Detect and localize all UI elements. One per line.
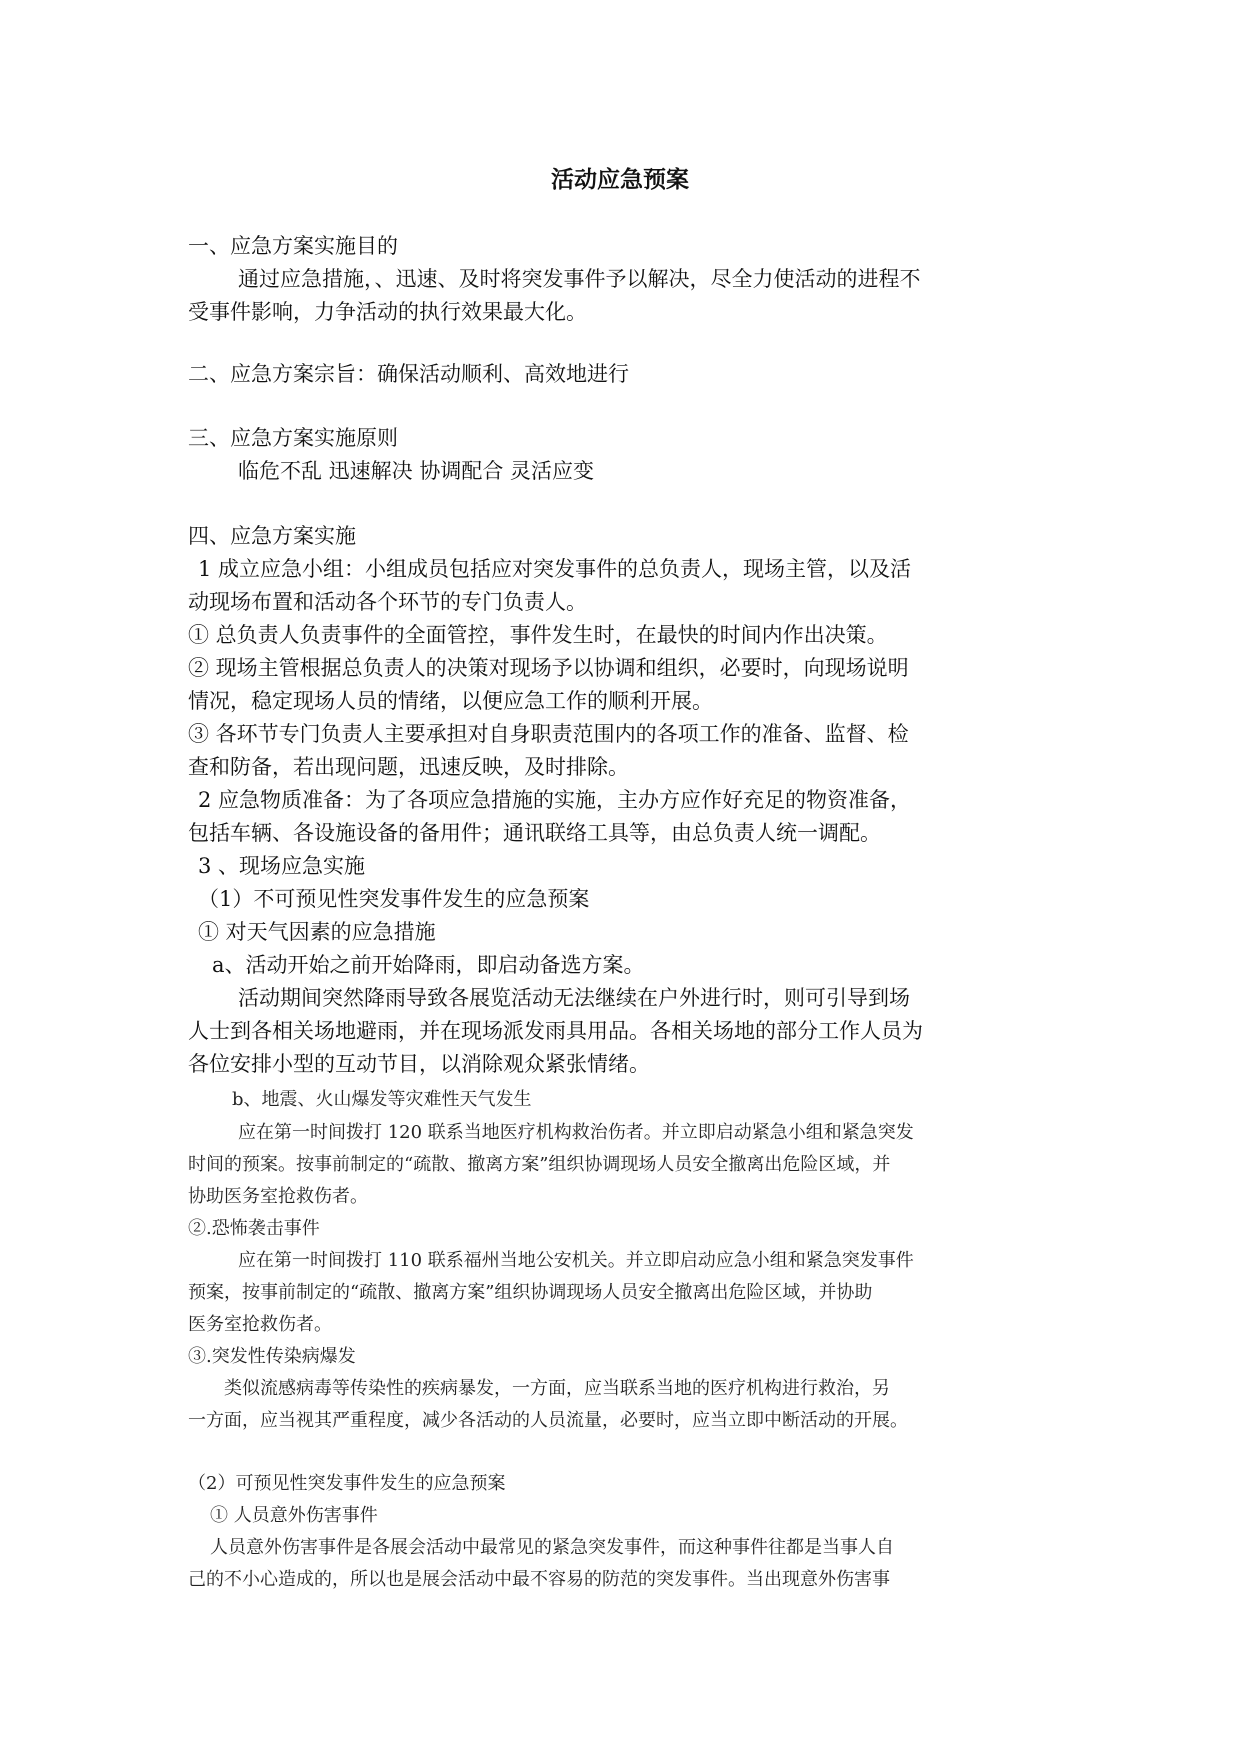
- paragraph-line: ① 总负责人负责事件的全面管控，事件发生时，在最快的时间内作出决策。: [188, 623, 888, 647]
- section-heading-principle: 二、应急方案宗旨：确保活动顺利、高效地进行: [188, 362, 629, 386]
- paragraph-line: 各位安排小型的互动节目，以消除观众紧张情绪。: [188, 1052, 650, 1076]
- paragraph-line: 应在第一时间拨打 120 联系当地医疗机构救治伤者。并立即启动紧急小组和紧急突发: [238, 1122, 914, 1143]
- paragraph-line: ③ 各环节专门负责人主要承担对自身职责范围内的各项工作的准备、监督、检: [188, 722, 909, 746]
- paragraph-line: 情况，稳定现场人员的情绪，以便应急工作的顺利开展。: [188, 689, 713, 713]
- paragraph-line: 己的不小心造成的，所以也是展会活动中最不容易的防范的突发事件。当出现意外伤害事: [188, 1569, 890, 1590]
- paragraph-line: ① 人员意外伤害事件: [210, 1505, 378, 1526]
- paragraph-line: 协助医务室抢救伤者。: [188, 1186, 368, 1207]
- paragraph-line: ③.突发性传染病爆发: [188, 1346, 356, 1367]
- paragraph-line: （2）可预见性突发事件发生的应急预案: [188, 1473, 506, 1494]
- paragraph-line: 临危不乱 迅速解决 协调配合 灵活应变: [238, 459, 595, 483]
- paragraph-line: ② 现场主管根据总负责人的决策对现场予以协调和组织，必要时，向现场说明: [188, 656, 909, 680]
- paragraph-line: （1）不可预见性突发事件发生的应急预案: [198, 887, 590, 911]
- section-heading-rules: 三、应急方案实施原则: [188, 426, 398, 450]
- paragraph-line: 预案，按事前制定的“疏散、撤离方案”组织协调现场人员安全撤离出危险区域，并协助: [188, 1282, 873, 1303]
- paragraph-line: 类似流感病毒等传染性的疾病暴发，一方面，应当联系当地的医疗机构进行救治，另: [224, 1378, 890, 1399]
- paragraph-line: b、地震、火山爆发等灾难性天气发生: [232, 1089, 532, 1110]
- paragraph-line: 应在第一时间拨打 110 联系福州当地公安机关。并立即启动应急小组和紧急突发事件: [238, 1250, 914, 1271]
- paragraph-line: 通过应急措施，、迅速、及时将突发事件予以解决，尽全力使活动的进程不: [238, 267, 921, 291]
- paragraph-line: a、活动开始之前开始降雨，即启动备选方案。: [212, 953, 645, 977]
- paragraph-line: 一方面，应当视其严重程度，减少各活动的人员流量，必要时，应当立即中断活动的开展。: [188, 1410, 908, 1431]
- paragraph-line: 受事件影响，力争活动的执行效果最大化。: [188, 300, 587, 324]
- paragraph-line: 医务室抢救伤者。: [188, 1314, 332, 1335]
- paragraph-line: 动现场布置和活动各个环节的专门负责人。: [188, 590, 587, 614]
- paragraph-line: 人员意外伤害事件是各展会活动中最常见的紧急突发事件，而这种事件往都是当事人自: [210, 1537, 894, 1558]
- paragraph-line: 2 应急物质准备：为了各项应急措施的实施，主办方应作好充足的物资准备，: [198, 788, 912, 812]
- paragraph-line: 1 成立应急小组：小组成员包括应对突发事件的总负责人，现场主管，以及活: [198, 557, 912, 581]
- paragraph-line: 时间的预案。按事前制定的“疏散、撤离方案”组织协调现场人员安全撤离出危险区域，并: [188, 1154, 891, 1175]
- section-heading-implementation: 四、应急方案实施: [188, 524, 356, 548]
- paragraph-line: 包括车辆、各设施设备的备用件；通讯联络工具等，由总负责人统一调配。: [188, 821, 881, 845]
- paragraph-line: 查和防备，若出现问题，迅速反映，及时排除。: [188, 755, 629, 779]
- paragraph-line: 人士到各相关场地避雨，并在现场派发雨具用品。各相关场地的部分工作人员为: [188, 1019, 923, 1043]
- section-heading-purpose: 一、应急方案实施目的: [188, 234, 398, 258]
- paragraph-line: ① 对天气因素的应急措施: [198, 920, 436, 944]
- paragraph-line: ②.恐怖袭击事件: [188, 1218, 320, 1239]
- paragraph-line: 活动期间突然降雨导致各展览活动无法继续在户外进行时，则可引导到场: [238, 986, 910, 1010]
- paragraph-line: 3 、现场应急实施: [198, 854, 366, 878]
- document-title: 活动应急预案: [551, 166, 689, 193]
